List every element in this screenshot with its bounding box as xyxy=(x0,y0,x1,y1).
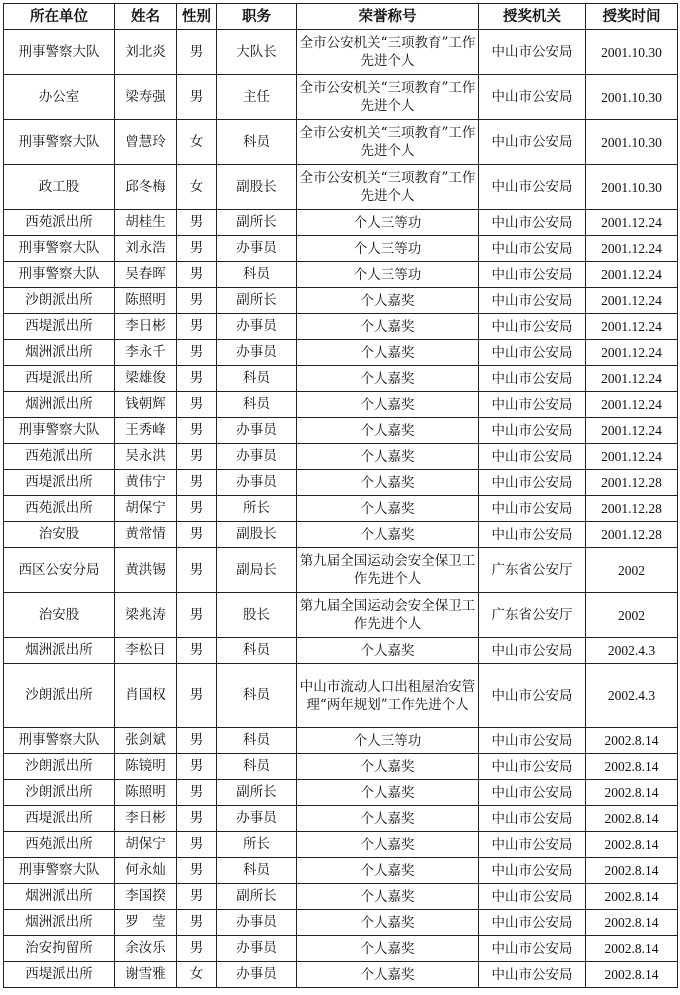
table-row xyxy=(4,120,678,165)
cell-date: 2001.12.24 xyxy=(586,340,678,366)
cell-honor: 个人嘉奖 xyxy=(297,936,479,962)
table-row xyxy=(4,548,678,593)
cell-honor: 个人嘉奖 xyxy=(297,910,479,936)
cell-gender: 男 xyxy=(177,858,217,884)
cell-honor: 个人嘉奖 xyxy=(297,806,479,832)
cell-date: 2002.4.3 xyxy=(586,638,678,664)
cell-gender: 男 xyxy=(177,664,217,728)
cell-date: 2001.12.24 xyxy=(586,392,678,418)
cell-name: 曾慧玲 xyxy=(115,120,177,165)
table-row xyxy=(4,392,678,418)
cell-unit: 政工股 xyxy=(4,165,115,210)
cell-org: 中山市公安局 xyxy=(479,936,586,962)
cell-honor: 个人嘉奖 xyxy=(297,858,479,884)
table-row xyxy=(4,210,678,236)
cell-date: 2001.12.28 xyxy=(586,470,678,496)
cell-post: 科员 xyxy=(217,392,297,418)
cell-post: 股长 xyxy=(217,593,297,638)
table-row xyxy=(4,496,678,522)
cell-honor: 个人嘉奖 xyxy=(297,780,479,806)
cell-org: 中山市公安局 xyxy=(479,444,586,470)
header-name: 姓名 xyxy=(115,4,177,30)
cell-unit: 刑事警察大队 xyxy=(4,262,115,288)
table-row xyxy=(4,236,678,262)
cell-name: 梁兆涛 xyxy=(115,593,177,638)
cell-post: 副股长 xyxy=(217,522,297,548)
cell-gender: 男 xyxy=(177,522,217,548)
table-row xyxy=(4,470,678,496)
cell-unit: 刑事警察大队 xyxy=(4,728,115,754)
cell-name: 肖国权 xyxy=(115,664,177,728)
cell-unit: 西堤派出所 xyxy=(4,962,115,988)
cell-date: 2002.8.14 xyxy=(586,936,678,962)
cell-gender: 男 xyxy=(177,470,217,496)
table-row xyxy=(4,832,678,858)
cell-name: 陈照明 xyxy=(115,288,177,314)
award-table xyxy=(3,3,678,988)
cell-post: 办事员 xyxy=(217,444,297,470)
cell-org: 中山市公安局 xyxy=(479,522,586,548)
cell-gender: 女 xyxy=(177,962,217,988)
cell-post: 办事员 xyxy=(217,340,297,366)
cell-date: 2002.4.3 xyxy=(586,664,678,728)
cell-org: 中山市公安局 xyxy=(479,728,586,754)
cell-org: 中山市公安局 xyxy=(479,638,586,664)
table-row xyxy=(4,444,678,470)
cell-honor: 全市公安机关“三项教育”工作先进个人 xyxy=(297,30,479,75)
cell-post: 办事员 xyxy=(217,936,297,962)
cell-unit: 刑事警察大队 xyxy=(4,30,115,75)
cell-name: 梁寿强 xyxy=(115,75,177,120)
cell-date: 2002.8.14 xyxy=(586,806,678,832)
table-row xyxy=(4,418,678,444)
cell-post: 办事员 xyxy=(217,910,297,936)
cell-org: 中山市公安局 xyxy=(479,780,586,806)
cell-org: 中山市公安局 xyxy=(479,806,586,832)
cell-honor: 个人嘉奖 xyxy=(297,522,479,548)
table-body xyxy=(4,30,678,988)
table-row xyxy=(4,522,678,548)
cell-unit: 沙朗派出所 xyxy=(4,288,115,314)
cell-unit: 沙朗派出所 xyxy=(4,780,115,806)
cell-gender: 男 xyxy=(177,936,217,962)
cell-unit: 西苑派出所 xyxy=(4,444,115,470)
cell-name: 胡桂生 xyxy=(115,210,177,236)
cell-unit: 烟洲派出所 xyxy=(4,340,115,366)
cell-org: 中山市公安局 xyxy=(479,496,586,522)
cell-post: 办事员 xyxy=(217,236,297,262)
cell-unit: 烟洲派出所 xyxy=(4,884,115,910)
cell-honor: 个人嘉奖 xyxy=(297,962,479,988)
cell-gender: 男 xyxy=(177,548,217,593)
cell-org: 中山市公安局 xyxy=(479,262,586,288)
table-row xyxy=(4,936,678,962)
cell-date: 2002.8.14 xyxy=(586,728,678,754)
cell-gender: 男 xyxy=(177,832,217,858)
cell-gender: 男 xyxy=(177,366,217,392)
cell-name: 罗 莹 xyxy=(115,910,177,936)
cell-honor: 个人嘉奖 xyxy=(297,470,479,496)
header-date: 授奖时间 xyxy=(586,4,678,30)
header-honor: 荣誉称号 xyxy=(297,4,479,30)
cell-post: 科员 xyxy=(217,754,297,780)
cell-unit: 西堤派出所 xyxy=(4,366,115,392)
cell-unit: 西苑派出所 xyxy=(4,832,115,858)
cell-org: 中山市公安局 xyxy=(479,165,586,210)
cell-name: 李松日 xyxy=(115,638,177,664)
table-row xyxy=(4,593,678,638)
table-row xyxy=(4,638,678,664)
cell-name: 李永千 xyxy=(115,340,177,366)
cell-honor: 个人嘉奖 xyxy=(297,754,479,780)
cell-unit: 刑事警察大队 xyxy=(4,120,115,165)
cell-name: 刘北炎 xyxy=(115,30,177,75)
cell-post: 科员 xyxy=(217,728,297,754)
table-row xyxy=(4,340,678,366)
cell-post: 大队长 xyxy=(217,30,297,75)
cell-gender: 女 xyxy=(177,120,217,165)
cell-org: 中山市公安局 xyxy=(479,314,586,340)
header-unit: 所在单位 xyxy=(4,4,115,30)
cell-post: 科员 xyxy=(217,638,297,664)
table-row xyxy=(4,30,678,75)
table-row xyxy=(4,165,678,210)
cell-post: 副所长 xyxy=(217,210,297,236)
cell-honor: 个人嘉奖 xyxy=(297,444,479,470)
cell-name: 黄洪锡 xyxy=(115,548,177,593)
cell-name: 何永灿 xyxy=(115,858,177,884)
table-row xyxy=(4,806,678,832)
cell-name: 梁雄俊 xyxy=(115,366,177,392)
cell-org: 中山市公安局 xyxy=(479,236,586,262)
cell-name: 李日彬 xyxy=(115,314,177,340)
cell-date: 2001.12.24 xyxy=(586,288,678,314)
cell-date: 2001.12.24 xyxy=(586,314,678,340)
cell-gender: 男 xyxy=(177,418,217,444)
cell-org: 中山市公安局 xyxy=(479,340,586,366)
cell-name: 刘永浩 xyxy=(115,236,177,262)
cell-name: 胡保宁 xyxy=(115,832,177,858)
cell-date: 2001.12.24 xyxy=(586,366,678,392)
cell-post: 办事员 xyxy=(217,418,297,444)
cell-post: 所长 xyxy=(217,496,297,522)
cell-honor: 个人三等功 xyxy=(297,236,479,262)
cell-name: 邱冬梅 xyxy=(115,165,177,210)
cell-honor: 个人嘉奖 xyxy=(297,418,479,444)
cell-date: 2002.8.14 xyxy=(586,780,678,806)
cell-unit: 治安股 xyxy=(4,522,115,548)
cell-date: 2001.12.28 xyxy=(586,496,678,522)
cell-gender: 男 xyxy=(177,75,217,120)
cell-name: 陈照明 xyxy=(115,780,177,806)
cell-date: 2001.12.24 xyxy=(586,418,678,444)
cell-post: 办事员 xyxy=(217,470,297,496)
cell-org: 中山市公安局 xyxy=(479,418,586,444)
cell-honor: 个人三等功 xyxy=(297,728,479,754)
cell-gender: 男 xyxy=(177,444,217,470)
cell-honor: 全市公安机关“三项教育”工作先进个人 xyxy=(297,165,479,210)
table-row xyxy=(4,884,678,910)
cell-org: 中山市公安局 xyxy=(479,910,586,936)
header-post: 职务 xyxy=(217,4,297,30)
table-row xyxy=(4,780,678,806)
cell-name: 钱朝辉 xyxy=(115,392,177,418)
cell-org: 中山市公安局 xyxy=(479,210,586,236)
cell-unit: 西苑派出所 xyxy=(4,210,115,236)
cell-name: 吴永洪 xyxy=(115,444,177,470)
cell-date: 2002.8.14 xyxy=(586,754,678,780)
table-row xyxy=(4,962,678,988)
cell-post: 所长 xyxy=(217,832,297,858)
cell-unit: 西堤派出所 xyxy=(4,314,115,340)
cell-honor: 个人三等功 xyxy=(297,210,479,236)
cell-date: 2002.8.14 xyxy=(586,858,678,884)
cell-gender: 男 xyxy=(177,288,217,314)
cell-date: 2001.12.24 xyxy=(586,210,678,236)
cell-honor: 第九届全国运动会安全保卫工作先进个人 xyxy=(297,548,479,593)
cell-org: 中山市公安局 xyxy=(479,366,586,392)
cell-gender: 男 xyxy=(177,593,217,638)
cell-honor: 个人嘉奖 xyxy=(297,832,479,858)
table-row xyxy=(4,858,678,884)
cell-org: 中山市公安局 xyxy=(479,884,586,910)
cell-honor: 个人嘉奖 xyxy=(297,288,479,314)
table-row xyxy=(4,314,678,340)
cell-post: 副所长 xyxy=(217,780,297,806)
cell-post: 办事员 xyxy=(217,962,297,988)
cell-unit: 沙朗派出所 xyxy=(4,664,115,728)
cell-date: 2002.8.14 xyxy=(586,832,678,858)
cell-org: 中山市公安局 xyxy=(479,392,586,418)
cell-date: 2002.8.14 xyxy=(586,884,678,910)
cell-unit: 西苑派出所 xyxy=(4,496,115,522)
cell-unit: 沙朗派出所 xyxy=(4,754,115,780)
cell-post: 副所长 xyxy=(217,288,297,314)
cell-post: 科员 xyxy=(217,120,297,165)
cell-org: 中山市公安局 xyxy=(479,470,586,496)
award-table-wrapper xyxy=(3,3,677,988)
cell-gender: 男 xyxy=(177,30,217,75)
cell-post: 科员 xyxy=(217,858,297,884)
cell-honor: 个人三等功 xyxy=(297,262,479,288)
cell-gender: 男 xyxy=(177,314,217,340)
cell-honor: 第九届全国运动会安全保卫工作先进个人 xyxy=(297,593,479,638)
cell-gender: 女 xyxy=(177,165,217,210)
cell-post: 科员 xyxy=(217,262,297,288)
cell-gender: 男 xyxy=(177,262,217,288)
cell-unit: 治安股 xyxy=(4,593,115,638)
cell-post: 副股长 xyxy=(217,165,297,210)
cell-name: 余汝乐 xyxy=(115,936,177,962)
cell-date: 2001.10.30 xyxy=(586,120,678,165)
cell-gender: 男 xyxy=(177,236,217,262)
cell-post: 主任 xyxy=(217,75,297,120)
cell-gender: 男 xyxy=(177,392,217,418)
cell-name: 李日彬 xyxy=(115,806,177,832)
table-row xyxy=(4,664,678,728)
cell-honor: 全市公安机关“三项教育”工作先进个人 xyxy=(297,120,479,165)
cell-org: 中山市公安局 xyxy=(479,858,586,884)
table-row xyxy=(4,910,678,936)
cell-unit: 西堤派出所 xyxy=(4,806,115,832)
cell-unit: 西堤派出所 xyxy=(4,470,115,496)
cell-honor: 个人嘉奖 xyxy=(297,314,479,340)
cell-org: 广东省公安厅 xyxy=(479,593,586,638)
cell-name: 张剑斌 xyxy=(115,728,177,754)
cell-post: 科员 xyxy=(217,664,297,728)
cell-org: 中山市公安局 xyxy=(479,664,586,728)
cell-post: 办事员 xyxy=(217,314,297,340)
cell-date: 2001.12.28 xyxy=(586,522,678,548)
cell-post: 副局长 xyxy=(217,548,297,593)
table-row xyxy=(4,366,678,392)
cell-gender: 男 xyxy=(177,728,217,754)
cell-name: 陈镜明 xyxy=(115,754,177,780)
cell-org: 中山市公安局 xyxy=(479,832,586,858)
cell-date: 2001.12.24 xyxy=(586,236,678,262)
cell-honor: 中山市流动人口出租屋治安管理“两年规划”工作先进个人 xyxy=(297,664,479,728)
cell-date: 2001.12.24 xyxy=(586,444,678,470)
cell-unit: 烟洲派出所 xyxy=(4,638,115,664)
cell-post: 办事员 xyxy=(217,806,297,832)
table-row xyxy=(4,262,678,288)
cell-date: 2002.8.14 xyxy=(586,910,678,936)
cell-gender: 男 xyxy=(177,910,217,936)
cell-honor: 个人嘉奖 xyxy=(297,496,479,522)
cell-honor: 个人嘉奖 xyxy=(297,340,479,366)
cell-org: 中山市公安局 xyxy=(479,30,586,75)
table-row xyxy=(4,754,678,780)
cell-gender: 男 xyxy=(177,780,217,806)
table-header xyxy=(4,4,678,30)
cell-date: 2001.10.30 xyxy=(586,30,678,75)
cell-honor: 个人嘉奖 xyxy=(297,884,479,910)
cell-honor: 个人嘉奖 xyxy=(297,366,479,392)
cell-honor: 全市公安机关“三项教育”工作先进个人 xyxy=(297,75,479,120)
cell-unit: 烟洲派出所 xyxy=(4,392,115,418)
cell-unit: 刑事警察大队 xyxy=(4,858,115,884)
cell-post: 科员 xyxy=(217,366,297,392)
cell-unit: 西区公安分局 xyxy=(4,548,115,593)
cell-gender: 男 xyxy=(177,884,217,910)
cell-org: 中山市公安局 xyxy=(479,120,586,165)
table-row xyxy=(4,288,678,314)
cell-date: 2001.10.30 xyxy=(586,75,678,120)
cell-post: 副所长 xyxy=(217,884,297,910)
cell-unit: 刑事警察大队 xyxy=(4,418,115,444)
cell-org: 广东省公安厅 xyxy=(479,548,586,593)
table-row xyxy=(4,728,678,754)
cell-name: 谢雪雅 xyxy=(115,962,177,988)
cell-gender: 男 xyxy=(177,340,217,366)
cell-unit: 刑事警察大队 xyxy=(4,236,115,262)
cell-name: 王秀峰 xyxy=(115,418,177,444)
cell-gender: 男 xyxy=(177,806,217,832)
cell-org: 中山市公安局 xyxy=(479,288,586,314)
cell-date: 2002 xyxy=(586,548,678,593)
cell-honor: 个人嘉奖 xyxy=(297,392,479,418)
cell-name: 胡保宁 xyxy=(115,496,177,522)
cell-name: 李国揆 xyxy=(115,884,177,910)
header-org: 授奖机关 xyxy=(479,4,586,30)
cell-date: 2002 xyxy=(586,593,678,638)
cell-gender: 男 xyxy=(177,496,217,522)
cell-org: 中山市公安局 xyxy=(479,962,586,988)
cell-name: 黄常情 xyxy=(115,522,177,548)
cell-unit: 办公室 xyxy=(4,75,115,120)
cell-unit: 烟洲派出所 xyxy=(4,910,115,936)
cell-date: 2002.8.14 xyxy=(586,962,678,988)
cell-name: 黄伟宁 xyxy=(115,470,177,496)
cell-name: 吴春晖 xyxy=(115,262,177,288)
cell-honor: 个人嘉奖 xyxy=(297,638,479,664)
cell-gender: 男 xyxy=(177,754,217,780)
cell-date: 2001.10.30 xyxy=(586,165,678,210)
cell-date: 2001.12.24 xyxy=(586,262,678,288)
cell-org: 中山市公安局 xyxy=(479,75,586,120)
cell-gender: 男 xyxy=(177,210,217,236)
header-gender: 性别 xyxy=(177,4,217,30)
cell-org: 中山市公安局 xyxy=(479,754,586,780)
cell-unit: 治安拘留所 xyxy=(4,936,115,962)
cell-gender: 男 xyxy=(177,638,217,664)
table-row xyxy=(4,75,678,120)
